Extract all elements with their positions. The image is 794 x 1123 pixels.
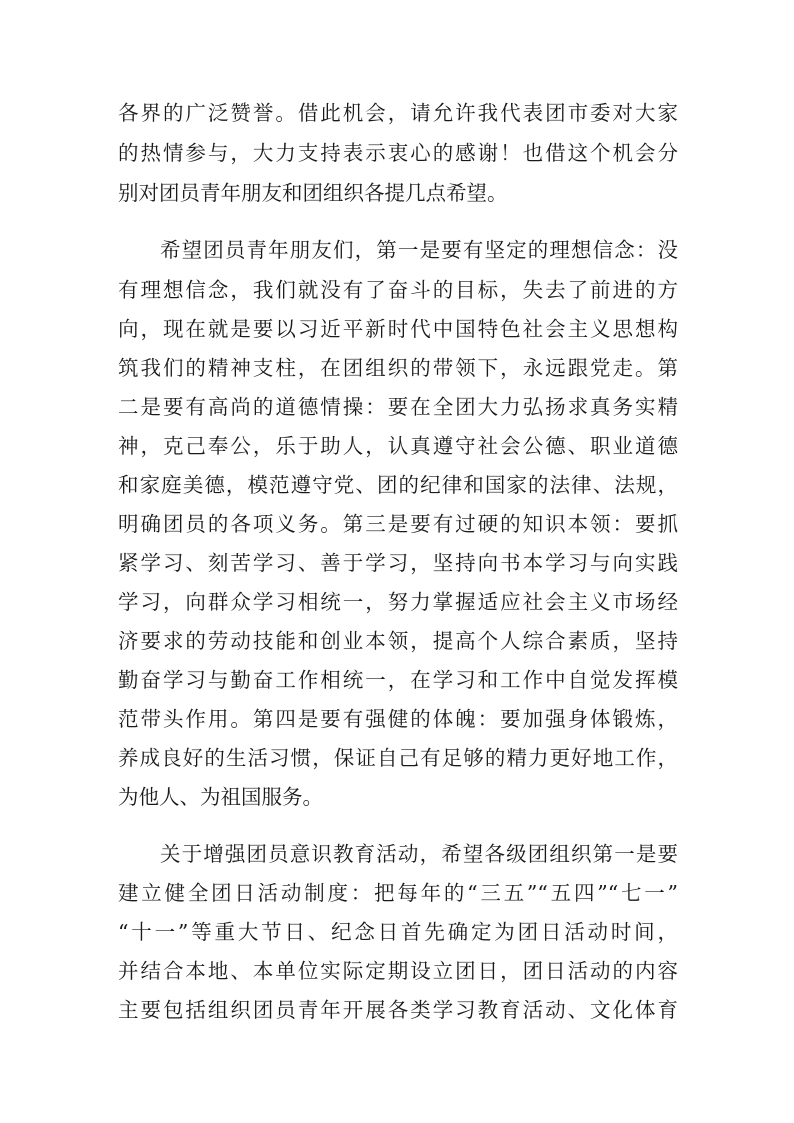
text-line: 有理想信念，我们就没有了奋斗的目标，失去了前进的方 <box>118 278 678 302</box>
text-line: 别对团员青年朋友和团组织各提几点希望。 <box>118 181 508 205</box>
text-line: 和家庭美德，模范遵守党、团的纪律和国家的法律、法规， <box>118 473 678 497</box>
text-line: 济要求的劳动技能和创业本领，提高个人综合素质，坚持 <box>118 629 678 653</box>
text-line: 建立健全团日活动制度：把每年的“三五”“五四”“七一” <box>118 881 678 905</box>
text-line: 希望团员青年朋友们，第一是要有坚定的理想信念：没 <box>160 238 678 262</box>
text-line: 的热情参与，大力支持表示衷心的感谢！也借这个机会分 <box>118 141 678 165</box>
text-line: 养成良好的生活习惯，保证自己有足够的精力更好地工作， <box>118 746 678 770</box>
text-line: 紧学习、刻苦学习、善于学习，坚持向书本学习与向实践 <box>118 551 678 575</box>
text-line: 各界的广泛赞誉。借此机会，请允许我代表团市委对大家 <box>118 101 678 125</box>
text-line: 为他人、为祖国服务。 <box>118 785 323 809</box>
text-line: 二是要有高尚的道德情操：要在全团大力弘扬求真务实精 <box>118 395 678 419</box>
text-line: 并结合本地、本单位实际定期设立团日，团日活动的内容 <box>118 959 678 983</box>
text-line: 学习，向群众学习相统一，努力掌握适应社会主义市场经 <box>118 590 678 614</box>
text-line: “十一”等重大节日、纪念日首先确定为团日活动时间， <box>118 920 678 944</box>
text-line: 明确团员的各项义务。第三是要有过硬的知识本领：要抓 <box>118 512 678 536</box>
text-line: 向，现在就是要以习近平新时代中国特色社会主义思想构 <box>118 317 678 341</box>
text-line: 关于增强团员意识教育活动，希望各级团组织第一是要 <box>160 842 678 866</box>
text-line: 筑我们的精神支柱，在团组织的带领下，永远跟党走。第 <box>118 356 678 380</box>
text-line: 主要包括组织团员青年开展各类学习教育活动、文化体育 <box>118 998 678 1022</box>
text-line: 神，克己奉公，乐于助人，认真遵守社会公德、职业道德 <box>118 434 678 458</box>
text-line: 勤奋学习与勤奋工作相统一，在学习和工作中自觉发挥模 <box>118 668 678 692</box>
text-line: 范带头作用。第四是要有强健的体魄：要加强身体锻炼， <box>118 707 678 731</box>
